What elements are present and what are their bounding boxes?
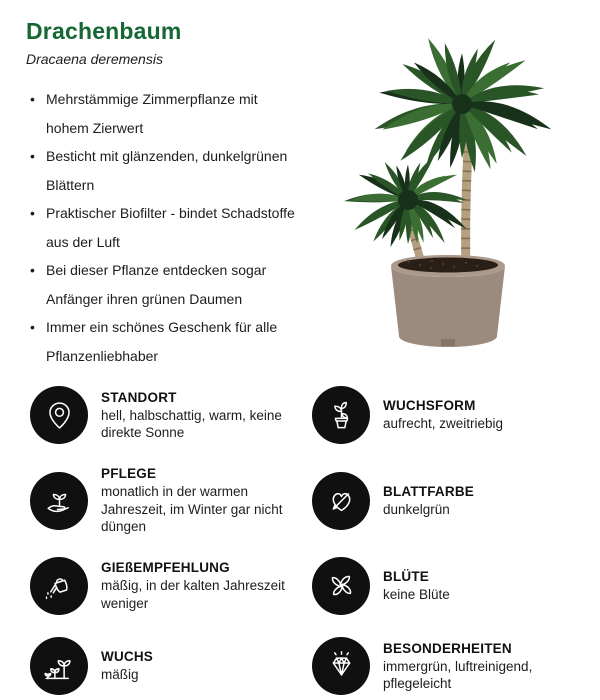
page-title: Drachenbaum [26,18,182,44]
potted-plant-icon [312,386,370,444]
feature-value: mäßig [101,667,139,683]
diamond-icon [312,637,370,695]
bullet-item: • Praktischer Biofilter - bindet Schadstoffe aus der Luft [27,199,295,256]
bullet-item: • Besticht mit glänzenden, dunkelgrünen Blättern [27,142,295,199]
hand-plant-icon [30,472,88,530]
botanical-name: Dracaena deremensis [26,51,163,67]
feature-value: immergrün, luftreinigend, pflegeleicht [383,658,533,691]
feature-wuchsform [312,372,570,458]
bullet-item: • Bei dieser Pflanze entdecken sogar Anfänger ihren grünen Daumen [27,256,295,313]
bullet-list [27,85,295,370]
feature-value: monatlich in der warmen Jahreszeit, im Winter gar nicht düngen [101,484,283,535]
feature-value: aufrecht, zweitriebig [383,416,504,432]
sprouts-growth-icon [30,637,88,695]
feature-label: BLÜTE [383,568,429,584]
feature-value: dunkelgrün [383,501,450,517]
feature-value: mäßig, in der kalten Jahreszeit weniger [101,578,285,611]
leaf-paintbrush-icon [312,472,370,530]
flower-icon [312,557,370,615]
feature-standort [30,372,312,458]
feature-label: STANDORT [101,389,177,405]
feature-label: PFLEGE [101,466,157,482]
location-pin-icon [30,386,88,444]
feature-pflege [30,458,312,543]
feature-label: BESONDERHEITEN [383,640,512,656]
bullet-item: • Mehrstämmige Zimmerpflanze mit hohem Zierwert [27,85,295,142]
feature-label: GIEßEMPFEHLUNG [101,560,230,575]
feature-giessempfehlung [30,543,312,628]
feature-label: WUCHS [101,649,153,665]
features-grid [30,372,570,700]
plant-image [320,8,586,348]
watering-can-icon [30,557,88,615]
feature-wuchs [30,628,312,700]
bullet-item: • Immer ein schönes Geschenk für alle Pflanzenliebhaber [27,313,295,370]
feature-label: WUCHSFORM [383,398,476,414]
feature-label: BLATTFARBE [383,483,474,499]
feature-besonderheiten [312,628,570,700]
feature-bluete [312,543,570,628]
feature-blattfarbe [312,458,570,543]
feature-value: keine Blüte [383,586,450,602]
feature-value: hell, halbschattig, warm, keine direkte Sonne [101,407,282,440]
